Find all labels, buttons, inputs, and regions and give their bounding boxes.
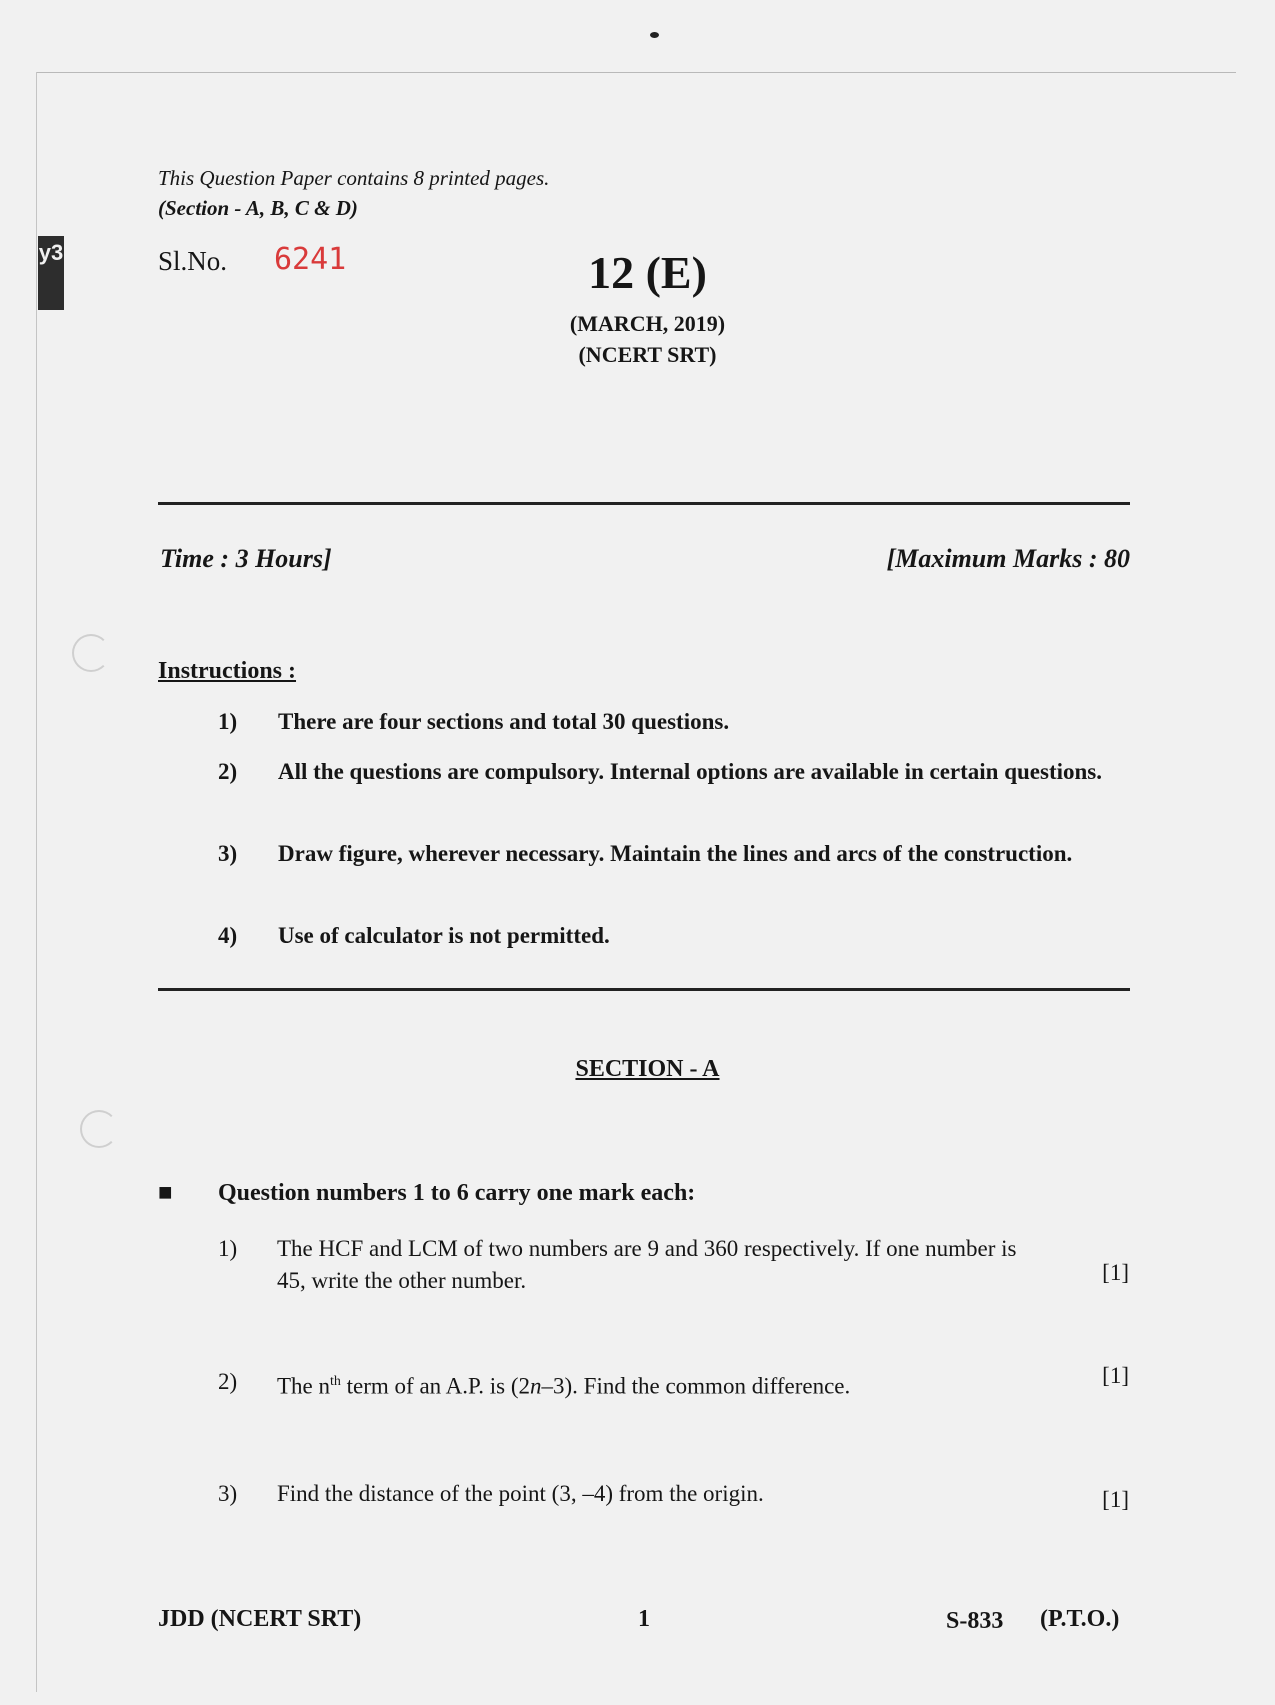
instruction-item xyxy=(218,838,1133,904)
question-text-part: term of an A.P. is (2 xyxy=(340,1373,531,1399)
punch-hole-mark xyxy=(72,634,110,672)
section-bullet-icon: ■ xyxy=(158,1180,173,1206)
instruction-text: Draw figure, wherever necessary. Maintain the lines and arcs of the construction. xyxy=(278,841,1073,866)
scan-speck xyxy=(650,32,659,38)
instruction-item xyxy=(218,706,1133,740)
pages-note: This Question Paper contains 8 printed pages. xyxy=(158,166,550,190)
header-divider xyxy=(158,502,1130,505)
paper-code: 12 (E) xyxy=(588,247,707,298)
question-number: 3) xyxy=(218,1481,238,1506)
instruction-item xyxy=(218,756,1133,822)
punch-hole-mark xyxy=(80,1110,118,1148)
instructions-title: Instructions : xyxy=(158,658,297,684)
time-allowed: Time : 3 Hours] xyxy=(160,544,332,573)
paper-series-code: S-833 xyxy=(946,1608,1004,1634)
scan-border-top xyxy=(36,72,1236,73)
section-mark-note: Question numbers 1 to 6 carry one mark each: xyxy=(218,1180,696,1206)
instructions-divider xyxy=(158,988,1130,991)
section-title: SECTION - A xyxy=(575,1056,720,1082)
instruction-text: There are four sections and total 30 questions. xyxy=(278,709,730,734)
instruction-number: 4) xyxy=(218,923,238,948)
sections-note: (Section - A, B, C & D) xyxy=(158,196,358,220)
instruction-item xyxy=(218,920,1133,954)
question-text: Find the distance of the point (3, –4) from the origin. xyxy=(277,1481,764,1506)
board-name: (NCERT SRT) xyxy=(578,342,717,367)
page-number: 1 xyxy=(638,1606,650,1632)
question-marks: [1] xyxy=(1102,1260,1129,1285)
serial-number: 6241 xyxy=(274,242,347,277)
instruction-number: 3) xyxy=(218,841,238,866)
superscript-th: th xyxy=(330,1374,341,1389)
question-text: The HCF and LCM of two numbers are 9 and 360 respectively. If one number is 45, write the other number. xyxy=(277,1236,1017,1293)
question-item xyxy=(218,1233,1133,1299)
question-text xyxy=(277,1366,1047,1403)
instruction-number: 1) xyxy=(218,709,238,734)
maximum-marks: [Maximum Marks : 80 xyxy=(886,544,1130,573)
question-item xyxy=(218,1363,1133,1400)
question-item xyxy=(218,1478,1133,1518)
variable-n: n xyxy=(530,1373,542,1399)
question-text-part: The n xyxy=(277,1373,331,1399)
serial-label: Sl.No. xyxy=(158,246,228,276)
question-text-part: –3). Find the common difference. xyxy=(541,1373,851,1399)
question-number: 2) xyxy=(218,1369,238,1394)
please-turn-over: (P.T.O.) xyxy=(1040,1606,1120,1632)
instruction-number: 2) xyxy=(218,759,238,784)
exam-date: (MARCH, 2019) xyxy=(569,311,726,336)
instruction-text: All the questions are compulsory. Internal options are available in certain questions. xyxy=(278,759,1103,784)
question-marks: [1] xyxy=(1102,1363,1129,1388)
footer-board: JDD (NCERT SRT) xyxy=(158,1606,362,1632)
instruction-text: Use of calculator is not permitted. xyxy=(278,923,610,948)
question-number: 1) xyxy=(218,1236,238,1261)
question-marks: [1] xyxy=(1102,1487,1129,1512)
side-tab-label: y3 xyxy=(38,236,64,310)
